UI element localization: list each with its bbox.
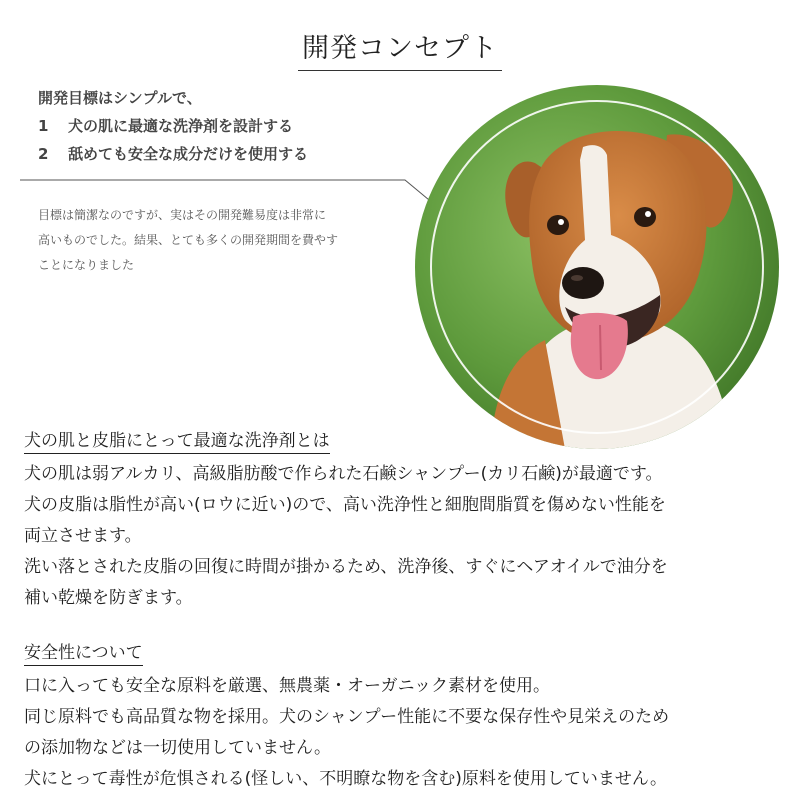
section-line: 補い乾燥を防ぎます。 bbox=[24, 588, 193, 608]
page-title bbox=[0, 26, 800, 71]
section-line: 両立させます。 bbox=[24, 526, 142, 546]
section-skin bbox=[24, 426, 668, 614]
dog-photo bbox=[415, 85, 779, 449]
section-heading: 犬の肌と皮脂にとって最適な洗浄剤とは bbox=[24, 429, 330, 454]
section-line: 洗い落とされた皮脂の回復に時間が掛かるため、洗浄後、すぐにヘアオイルで油分を bbox=[24, 557, 668, 577]
goal-item bbox=[38, 112, 308, 140]
goal-text: 舐めても安全な成分だけを使用する bbox=[68, 145, 309, 163]
goals-intro: 開発目標はシンプルで、 bbox=[38, 89, 202, 107]
goal-number: 1 bbox=[38, 117, 49, 135]
section-line: 犬にとって毒性が危惧される(怪しい、不明瞭な物を含む)原料を使用していません。 bbox=[24, 769, 667, 789]
goals-block bbox=[38, 84, 308, 168]
section-line: 口に入っても安全な原料を厳選、無農薬・オーガニック素材を使用。 bbox=[24, 676, 550, 696]
section-line: の添加物などは一切使用していません。 bbox=[24, 738, 332, 758]
section-line: 同じ原料でも高品質な物を採用。犬のシャンプー性能に不要な保存性や見栄えのため bbox=[24, 707, 670, 727]
note-line: ことになりました bbox=[38, 258, 135, 272]
note-line: 高いものでした。結果、とても多くの開発期間を費やす bbox=[38, 233, 339, 247]
goal-number: 2 bbox=[38, 145, 49, 163]
goal-text: 犬の肌に最適な洗浄剤を設計する bbox=[68, 117, 294, 135]
goal-item bbox=[38, 140, 308, 168]
section-line: 犬の肌は弱アルカリ、高級脂肪酸で作られた石鹸シャンプー(カリ石鹸)が最適です。 bbox=[24, 464, 663, 484]
note-text bbox=[38, 203, 338, 278]
section-line: 犬の皮脂は脂性が高い(ロウに近い)ので、高い洗浄性と細胞間脂質を傷めない性能を bbox=[24, 495, 666, 515]
note-line: 目標は簡潔なのですが、実はその開発難易度は非常に bbox=[38, 208, 327, 222]
section-heading: 安全性について bbox=[24, 641, 143, 666]
page-title-text: 開発コンセプト bbox=[298, 26, 502, 71]
section-safety bbox=[24, 638, 669, 764]
